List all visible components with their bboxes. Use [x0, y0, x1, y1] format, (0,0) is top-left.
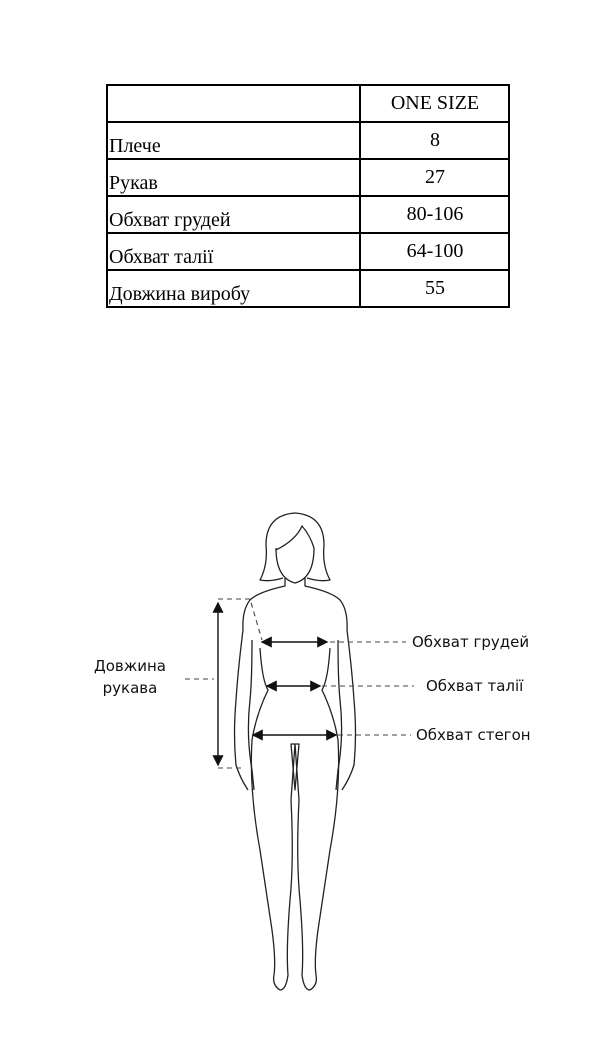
dashed-guides: [185, 599, 414, 768]
row-value: 55: [360, 270, 509, 307]
row-label: Обхват талії: [107, 233, 360, 270]
row-label: Довжина виробу: [107, 270, 360, 307]
row-label: Плече: [107, 122, 360, 159]
female-figure-icon: [235, 513, 356, 990]
chest-label: Обхват грудей: [412, 633, 530, 651]
row-value: 64-100: [360, 233, 509, 270]
row-label: Рукав: [107, 159, 360, 196]
row-label: Обхват грудей: [107, 196, 360, 233]
hips-label: Обхват стегон: [416, 726, 531, 744]
header-cell-size: ONE SIZE: [360, 85, 509, 122]
waist-label: Обхват талії: [426, 677, 524, 695]
row-value: 27: [360, 159, 509, 196]
row-value: 80-106: [360, 196, 509, 233]
sleeve-length-label: [86, 657, 174, 697]
measurement-arrows: [218, 603, 336, 765]
sleeve-label-line2: рукава: [102, 679, 158, 697]
sleeve-label-line1: Довжина: [94, 657, 166, 675]
row-value: 8: [360, 122, 509, 159]
